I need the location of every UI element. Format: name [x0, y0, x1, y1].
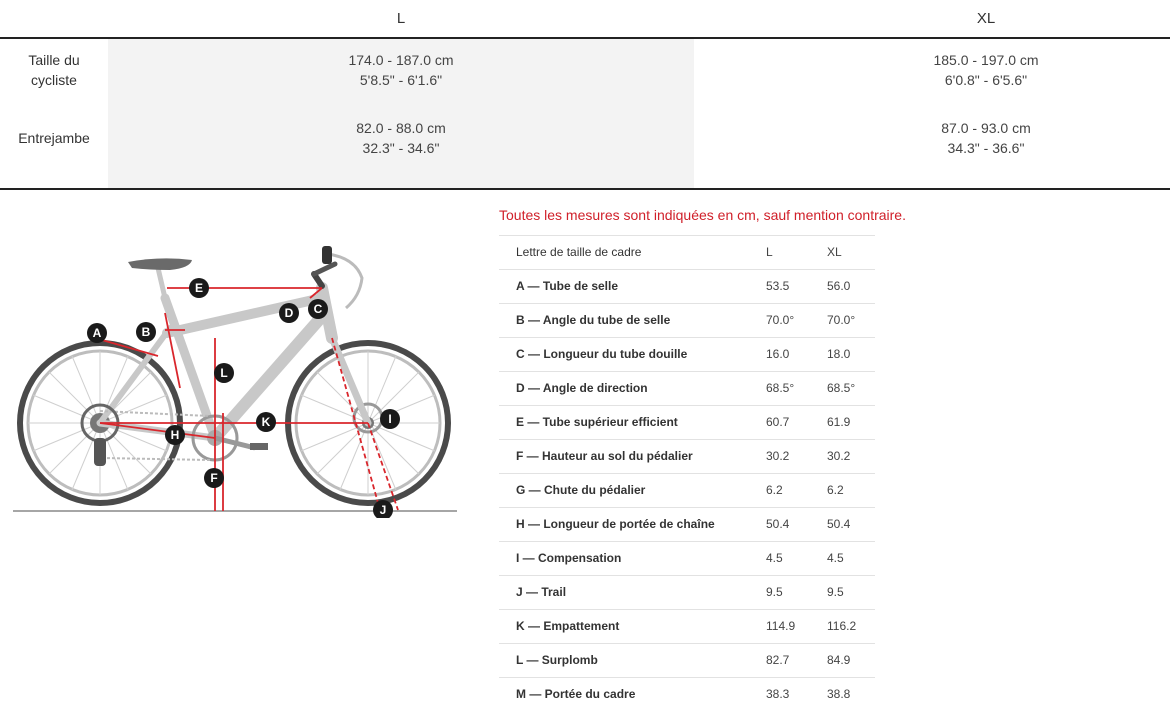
svg-text:H: H [170, 428, 180, 442]
size-table-bottom-rule [0, 188, 1170, 190]
svg-text:C: C [313, 302, 323, 316]
table-row: G — Chute du pédalier 6.2 6.2 [499, 473, 875, 507]
marker-a [87, 323, 107, 343]
marker-d [279, 303, 299, 323]
table-row: E — Tube supérieur efficient 60.7 61.9 [499, 405, 875, 439]
geometry-table [499, 235, 875, 711]
inseam-l: 82.0 - 88.0 cm 32.3" - 34.6" [356, 120, 446, 156]
header-size-xl: XL [827, 245, 842, 259]
rider-height-l: 174.0 - 187.0 cm 5'8.5" - 6'1.6" [348, 52, 454, 88]
svg-text:K: K [261, 415, 271, 429]
svg-text:I: I [388, 412, 392, 426]
geometry-header-row [499, 235, 875, 269]
saddle [128, 258, 192, 270]
column-header-xl: XL [976, 10, 996, 27]
rider-height-xl: 185.0 - 197.0 cm 6'0.8" - 6'5.6" [933, 52, 1039, 88]
table-row: H — Longueur de portée de chaîne 50.4 50.4 [499, 507, 875, 541]
table-row: I — Compensation 4.5 4.5 [499, 541, 875, 575]
marker-c [308, 299, 328, 319]
svg-text:J: J [379, 503, 387, 517]
measurement-note: Toutes les mesures sont indiquées en cm, sauf mention contraire. [499, 207, 906, 223]
inseam-xl: 87.0 - 93.0 cm 34.3" - 36.6" [941, 120, 1031, 156]
marker-e [189, 278, 209, 298]
table-row: C — Longueur du tube douille 16.0 18.0 [499, 337, 875, 371]
column-header-l: L [396, 10, 406, 27]
table-row: L — Surplomb 82.7 84.9 [499, 643, 875, 677]
bike-geometry-diagram [10, 238, 465, 518]
marker-h [165, 425, 185, 445]
row-label-rider-height: Taille du cycliste [28, 52, 80, 88]
svg-text:B: B [141, 325, 151, 339]
table-row: B — Angle du tube de selle 70.0° 70.0° [499, 303, 875, 337]
size-table-header [0, 0, 1170, 39]
table-row: K — Empattement 114.9 116.2 [499, 609, 875, 643]
table-row: F — Hauteur au sol du pédalier 30.2 30.2 [499, 439, 875, 473]
header-frame-letter: Lettre de taille de cadre [516, 245, 642, 259]
marker-f [204, 468, 224, 488]
rider-size-table [0, 0, 1170, 190]
marker-l [214, 363, 234, 383]
table-row: M — Portée du cadre 38.3 38.8 [499, 677, 875, 711]
svg-text:F: F [210, 471, 218, 485]
marker-k [256, 412, 276, 432]
svg-text:L: L [220, 366, 228, 380]
marker-b [136, 322, 156, 342]
svg-text:D: D [284, 306, 294, 320]
table-row: D — Angle de direction 68.5° 68.5° [499, 371, 875, 405]
svg-text:A: A [92, 326, 102, 340]
table-row: A — Tube de selle 53.5 56.0 [499, 269, 875, 303]
table-row: J — Trail 9.5 9.5 [499, 575, 875, 609]
marker-i [380, 409, 400, 429]
svg-text:E: E [194, 281, 204, 295]
row-label-inseam: Entrejambe [18, 130, 90, 146]
header-size-l: L [766, 245, 773, 259]
